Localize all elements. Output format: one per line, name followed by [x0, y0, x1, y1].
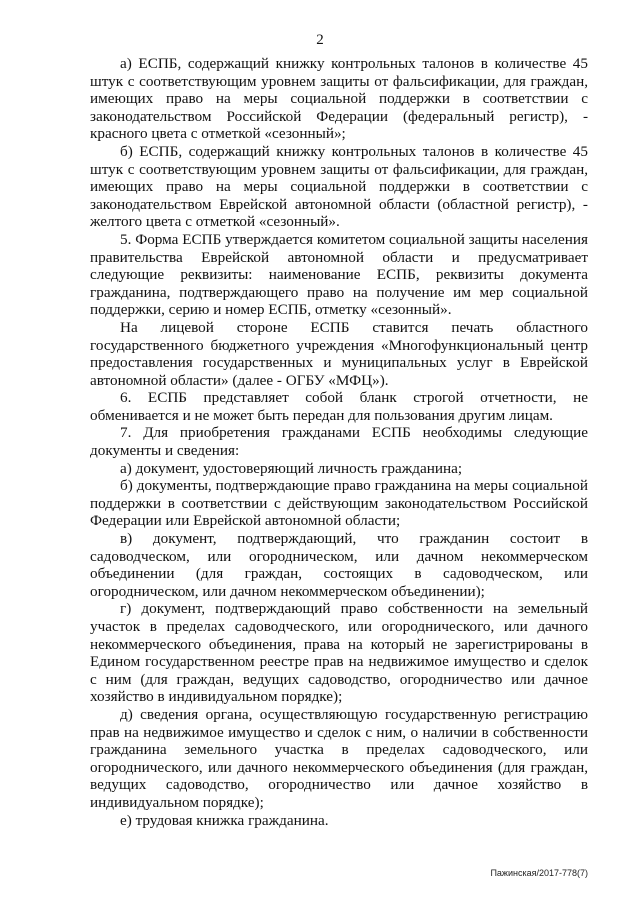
paragraph-item-7: 7. Для приобретения гражданами ЕСПБ необходимы следующие документы и сведения:: [90, 424, 588, 460]
page-number: 2: [316, 32, 324, 48]
paragraph-item-6: 6. ЕСПБ представляет собой бланк строгой отчетности, не обменивается и не может быть передан для пользования другим лицам.: [90, 389, 588, 424]
document-body: [90, 55, 588, 829]
paragraph-doc-d: д) сведения органа, осуществляющую государственную регистрацию прав на недвижимое имущество и сделок с ним, о наличии в собственности гражданина земельного участка в пределах садоводческого, или огороднического, или дачного некоммерческого объединения (для граждан, ведущих садоводство, огородничество или дачное хозяйство в индивидуальном порядке);: [90, 705, 588, 811]
paragraph-item-5: 5. Форма ЕСПБ утверждается комитетом социальной защиты населения правительства Еврейской автономной области и предусматривает следующие реквизиты: наименование ЕСПБ, реквизиты документа гражданина, подтверждающего право на получение им мер социальной поддержки, серию и номер ЕСПБ, отметку «сезонный».: [90, 230, 588, 319]
paragraph-doc-g: г) документ, подтверждающий право собственности на земельный участок в пределах садоводческого, или огороднического, или дачного некоммерческого объединения, права на который не зарегистрированы в Едином государственном реестре прав на недвижимое имущество и сделок с ним (для граждан, ведущих садоводство, огородничество или дачное хозяйство в индивидуальном порядке);: [90, 600, 588, 706]
paragraph-doc-a: а) документ, удостоверяющий личность гражданина;: [120, 459, 463, 477]
paragraph-a: а) ЕСПБ, содержащий книжку контрольных талонов в количестве 45 штук с соответствующим уровнем защиты от фальсификации, для граждан, имеющих право на меры социальной поддержки в соответствии с законодательством Российской Федерации (федеральный регистр), - красного цвета с отметкой «сезонный»;: [90, 55, 588, 143]
paragraph-doc-v: в) документ, подтверждающий, что гражданин состоит в садоводческом, или огородническом, или дачном некоммерческом объединении (для граждан, состоящих в садоводческом, или огородническом, или дачном некоммерческом объединении);: [90, 530, 588, 600]
paragraph-b: б) ЕСПБ, содержащий книжку контрольных талонов в количестве 45 штук с соответствующим уровнем защиты от фальсификации, для граждан, имеющих право на меры социальной поддержки в соответствии с законодательством Еврейской автономной области (областной регистр), - желтого цвета с отметкой «сезонный».: [90, 142, 588, 231]
footer-reference: Пажинская/2017-778(7): [490, 868, 588, 878]
paragraph-seal: На лицевой стороне ЕСПБ ставится печать областного государственного бюджетного учреждения «Многофункциональный центр предоставления государственных и муниципальных услуг в Еврейской автономной области» (далее - ОГБУ «МФЦ»).: [90, 318, 588, 389]
paragraph-doc-e: е) трудовая книжка гражданина.: [120, 811, 329, 829]
paragraph-doc-b: б) документы, подтверждающие право гражданина на меры социальной поддержки в соответствии с действующим законодательством Российской Федерации или Еврейской автономной области;: [90, 477, 588, 530]
